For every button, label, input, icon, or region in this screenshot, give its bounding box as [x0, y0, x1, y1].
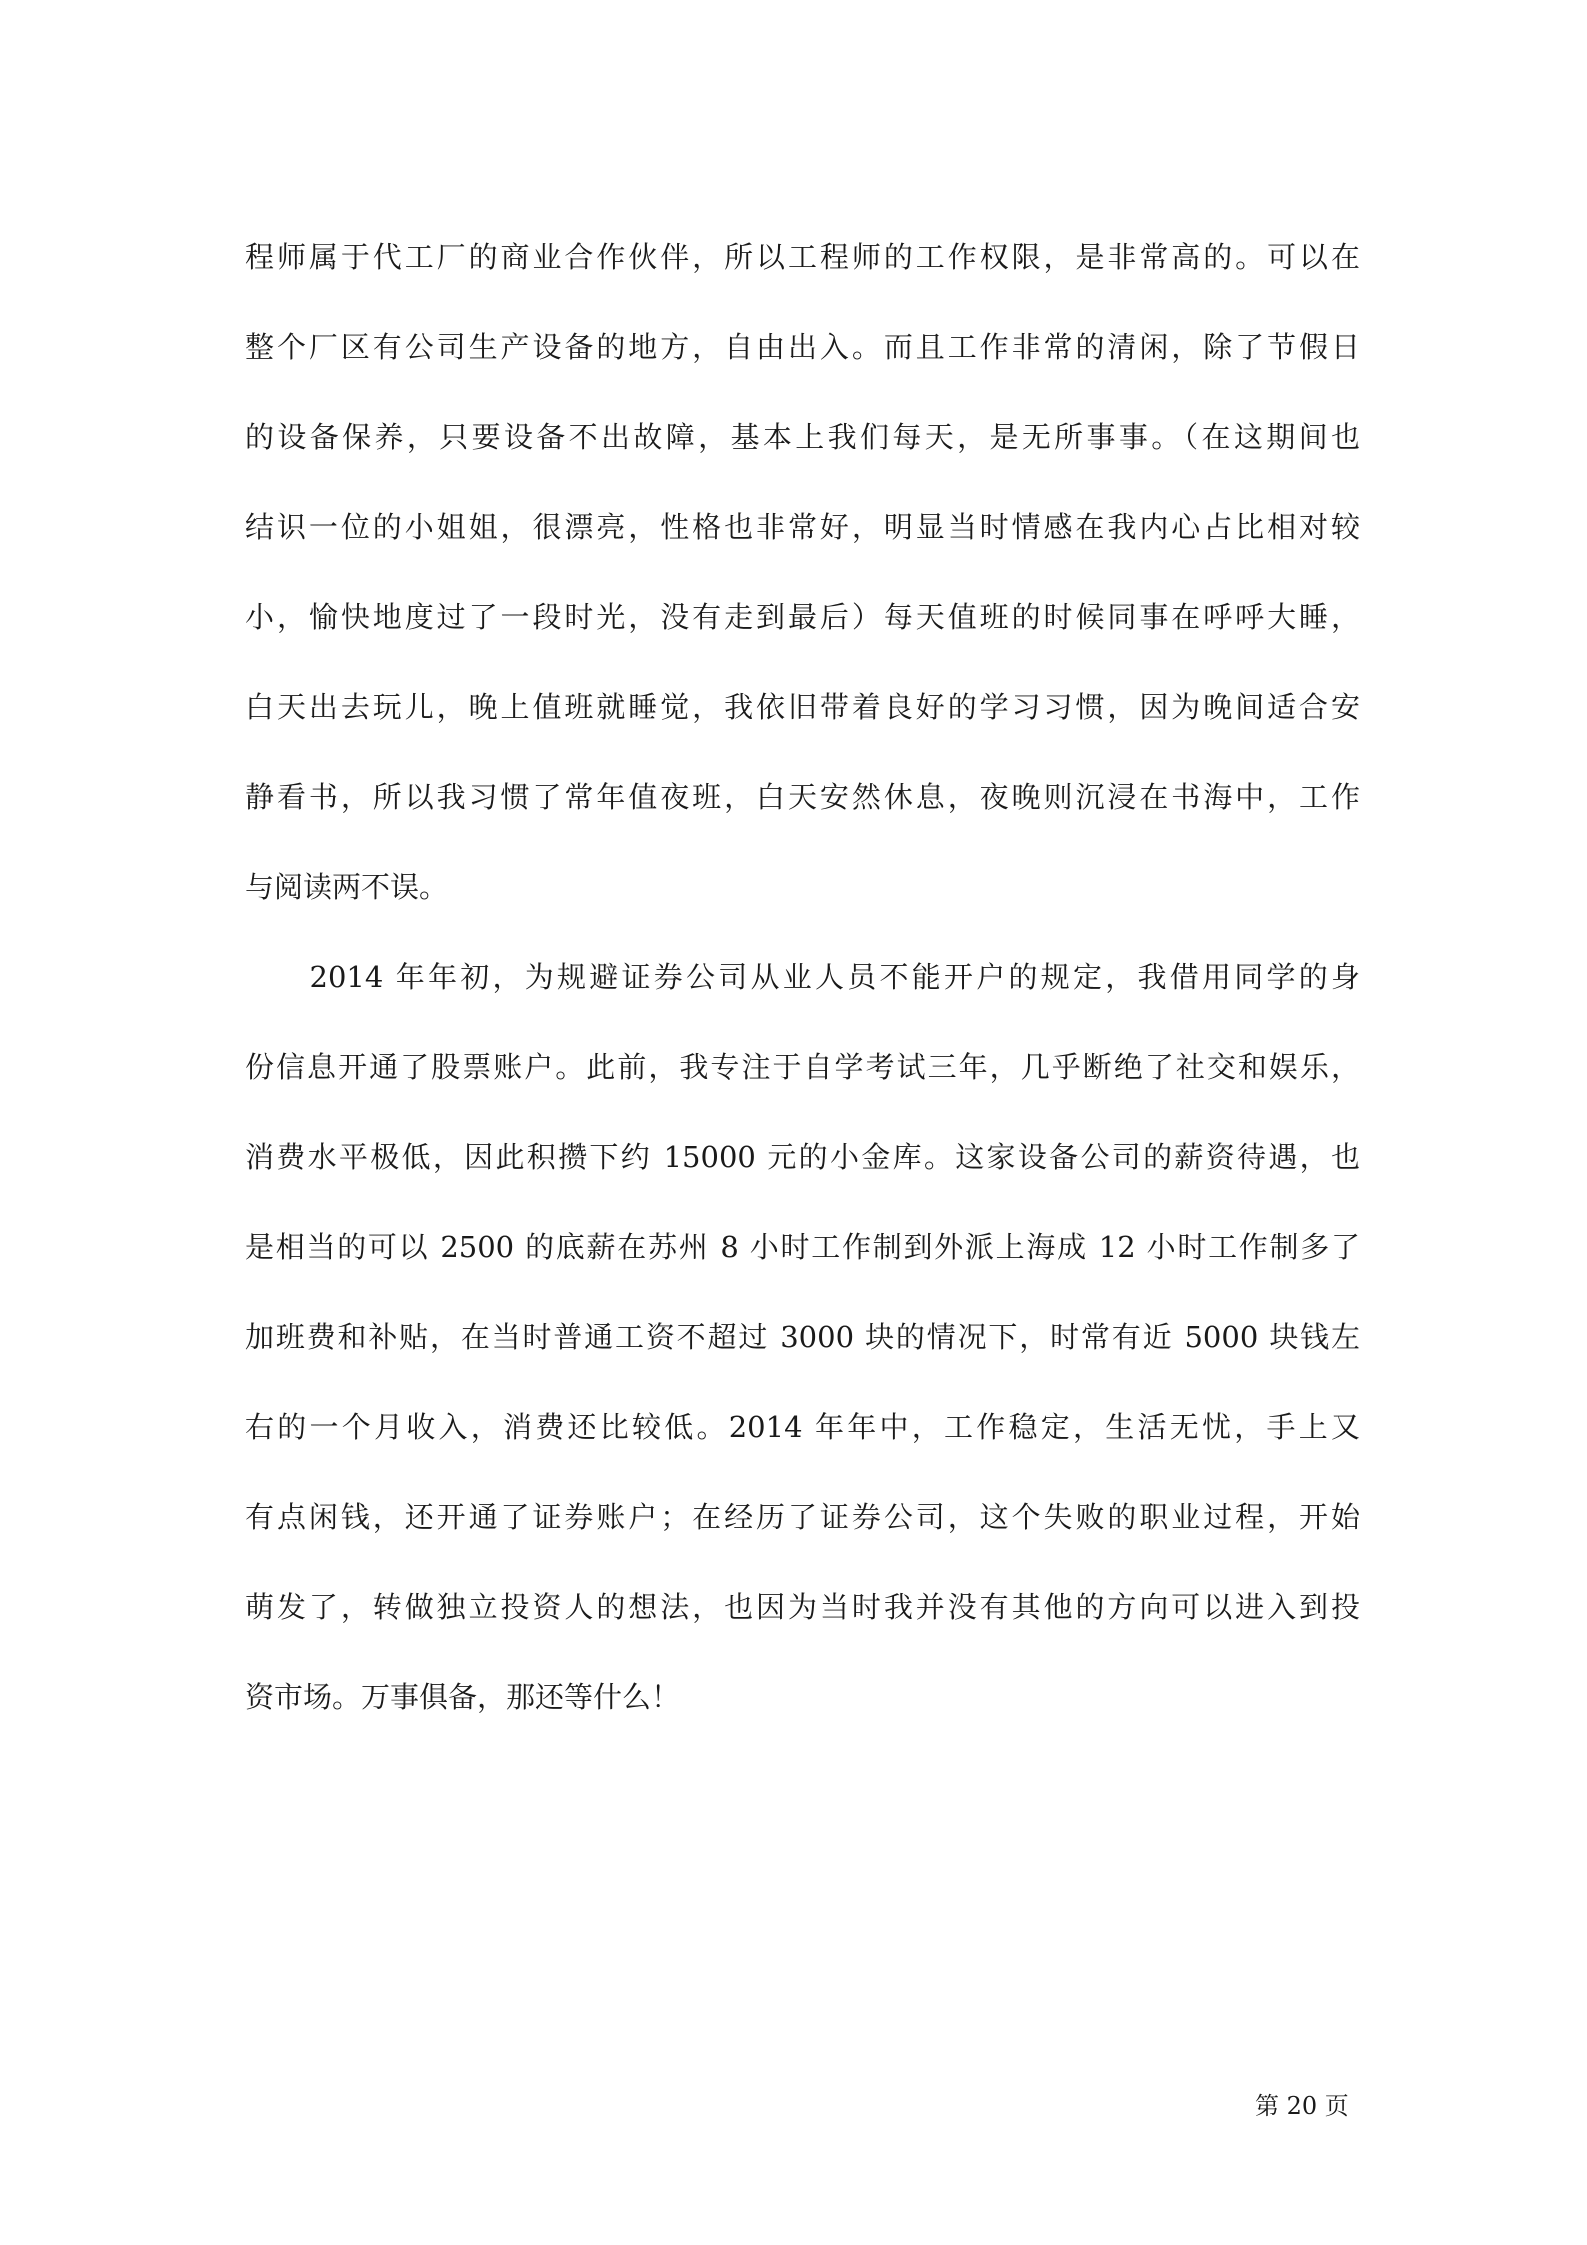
text-line: 结识一位的小姐姐，很漂亮，性格也非常好，明显当时情感在我内心占比相对较 — [245, 510, 1360, 544]
body-text — [245, 212, 1360, 1742]
text-line: 资市场。万事俱备，那还等什么！ — [245, 1680, 681, 1714]
text-line: 是相当的可以 2500 的底薪在苏州 8 小时工作制到外派上海成 12 小时工作制多了 — [245, 1230, 1360, 1264]
text-line: 程师属于代工厂的商业合作伙伴，所以工程师的工作权限，是非常高的。可以在 — [245, 240, 1360, 274]
text-line: 与阅读两不误。 — [245, 870, 449, 904]
text-line: 萌发了，转做独立投资人的想法，也因为当时我并没有其他的方向可以进入到投 — [245, 1590, 1360, 1624]
text-line: 2014 年年初，为规避证券公司从业人员不能开户的规定，我借用同学的身 — [245, 960, 1360, 994]
text-line: 的设备保养，只要设备不出故障，基本上我们每天，是无所事事。（在这期间也 — [245, 420, 1360, 454]
text-line: 静看书，所以我习惯了常年值夜班，白天安然休息，夜晚则沉浸在书海中，工作 — [245, 780, 1360, 814]
text-line: 有点闲钱，还开通了证券账户；在经历了证券公司，这个失败的职业过程，开始 — [245, 1500, 1360, 1534]
text-line: 整个厂区有公司生产设备的地方，自由出入。而且工作非常的清闲，除了节假日 — [245, 330, 1360, 364]
text-line: 右的一个月收入，消费还比较低。2014 年年中，工作稳定，生活无忧，手上又 — [245, 1410, 1360, 1444]
text-line: 份信息开通了股票账户。此前，我专注于自学考试三年，几乎断绝了社交和娱乐， — [245, 1050, 1360, 1084]
page-number: 第 20 页 — [1255, 2092, 1349, 2120]
text-line: 加班费和补贴，在当时普通工资不超过 3000 块的情况下，时常有近 5000 块钱左 — [245, 1320, 1360, 1354]
text-line: 消费水平极低，因此积攒下约 15000 元的小金库。这家设备公司的薪资待遇，也 — [245, 1140, 1360, 1174]
text-line: 小，愉快地度过了一段时光，没有走到最后）每天值班的时候同事在呼呼大睡， — [245, 600, 1360, 634]
text-line: 白天出去玩儿，晚上值班就睡觉，我依旧带着良好的学习习惯，因为晚间适合安 — [245, 690, 1360, 724]
